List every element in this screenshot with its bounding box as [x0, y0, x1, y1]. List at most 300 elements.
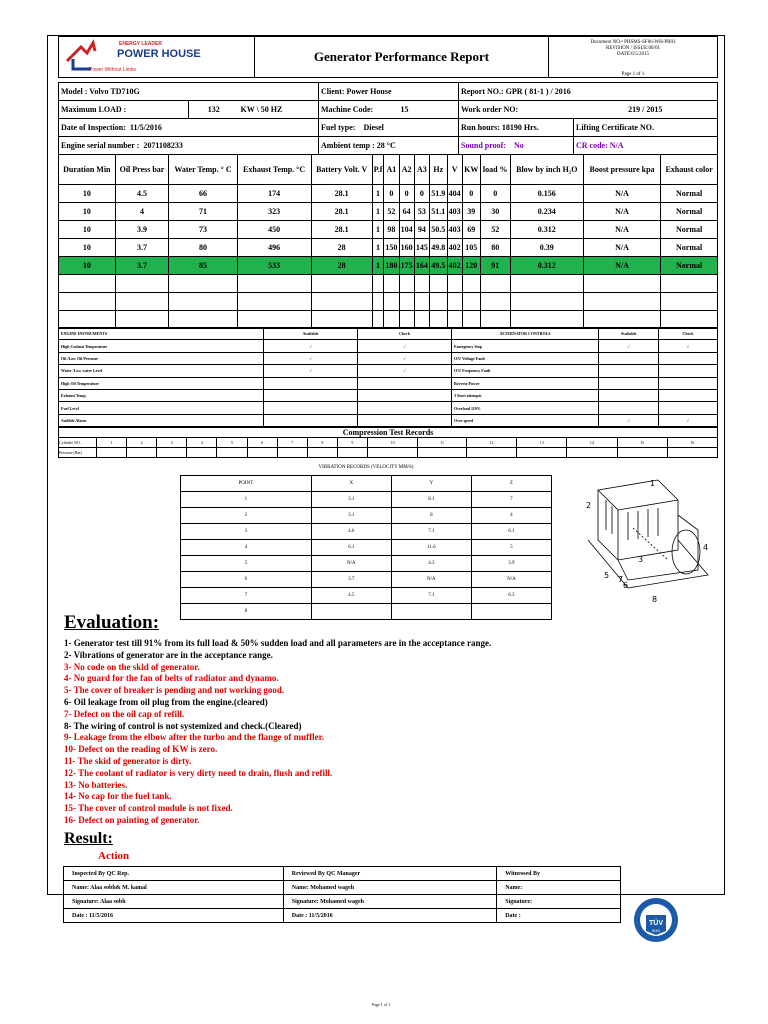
- perf-row: [59, 203, 718, 221]
- alternator-available: [599, 365, 659, 377]
- vibration-cell: 4.6: [311, 523, 391, 539]
- perf-cell: 53: [414, 203, 429, 221]
- perf-empty-cell: [661, 311, 718, 329]
- tuv-sud-badge-icon: [633, 897, 679, 943]
- perf-empty-cell: [462, 275, 480, 293]
- perf-cell: 73: [169, 221, 237, 239]
- perf-header-cell: V: [447, 155, 462, 185]
- perf-cell: 180: [384, 257, 399, 275]
- perf-empty-cell: [480, 275, 510, 293]
- vibration-cell: 7.1: [391, 587, 471, 603]
- evaluation-item: 1- Generator test till 91% from its full load & 50% sudden load and all parameters are in the acceptance range.: [64, 638, 492, 648]
- signature-date: Date : 11/5/2016: [283, 909, 496, 923]
- vibration-row: [181, 491, 552, 507]
- cylinder-label: Cylinder NO.: [59, 438, 97, 448]
- engine-serial: [59, 137, 319, 155]
- vibration-cell: 3: [181, 523, 312, 539]
- pressure-cell: [667, 448, 717, 458]
- instrument-name: High Coolant Temperature: [59, 340, 264, 352]
- cylinder-number: 7: [277, 438, 307, 448]
- perf-empty-cell: [414, 293, 429, 311]
- doc-date: DATE:6/5/2015: [617, 52, 649, 57]
- cylinder-number: 8: [307, 438, 337, 448]
- signature-sign: Signature: Mohamed wageh: [283, 895, 496, 909]
- machine-code-value: 15: [399, 101, 459, 119]
- cylinder-number: 16: [667, 438, 717, 448]
- signature-header: Inspected By QC Rep.: [64, 867, 284, 881]
- alternator-check: [659, 389, 718, 401]
- doc-number: Document NO.• PHSMS-SF06-WH-PR03: [590, 40, 676, 45]
- engine-instruments-title: ENGINE INSTRUMENTS: [59, 328, 264, 340]
- cylinder-number: 13: [517, 438, 567, 448]
- cylinder-number: 11: [418, 438, 467, 448]
- pressure-cell: [187, 448, 217, 458]
- evaluation-item: 4- No guard for the fan of belts of radiator and dynamo.: [64, 673, 279, 684]
- perf-empty-cell: [169, 293, 237, 311]
- signature-name: Name:: [497, 881, 621, 895]
- pressure-cell: [617, 448, 667, 458]
- evaluation-item: 9- Leakage from the elbow after the turbo and the flange of muffler.: [64, 732, 325, 743]
- alternator-check: [659, 365, 718, 377]
- perf-header-cell: KW: [462, 155, 480, 185]
- perf-cell: 10: [59, 221, 116, 239]
- cylinder-number: 12: [466, 438, 516, 448]
- evaluation-heading: Evaluation:: [64, 612, 160, 633]
- alternator-control-name: Over speed: [452, 414, 599, 426]
- sound-proof: [459, 137, 574, 155]
- perf-empty-cell: [429, 275, 447, 293]
- perf-cell: N/A: [583, 257, 660, 275]
- perf-cell: 0: [384, 185, 399, 203]
- document-control: [549, 37, 717, 77]
- evaluation-item: 2- Vibrations of generator are in the acceptance range.: [64, 649, 273, 660]
- engine-serial-value: 2071108233: [143, 141, 183, 150]
- perf-cell: 10: [59, 203, 116, 221]
- svg-text:5: 5: [604, 571, 610, 580]
- pressure-cell: [517, 448, 567, 458]
- alternator-check: [659, 402, 718, 414]
- perf-row: [59, 257, 718, 275]
- cylinder-number: 6: [247, 438, 277, 448]
- fuel-type-label: Fuel type:: [321, 123, 356, 132]
- perf-cell: 49.5: [429, 257, 447, 275]
- instrument-name: High Oil Temperature: [59, 377, 264, 389]
- perf-empty-cell: [372, 293, 384, 311]
- instrument-check: [358, 402, 452, 414]
- logo-tagline-top: ENERGY LEADER: [119, 41, 162, 47]
- pressure-cell: [97, 448, 127, 458]
- perf-cell: 49.8: [429, 239, 447, 257]
- engine-available-header: Available: [264, 328, 358, 340]
- perf-empty-cell: [237, 275, 311, 293]
- perf-cell: 80: [169, 239, 237, 257]
- perf-cell: 0.234: [510, 203, 583, 221]
- vibration-header-cell: Z: [471, 475, 551, 491]
- perf-empty-cell: [480, 293, 510, 311]
- perf-empty-cell: [59, 293, 116, 311]
- vibration-cell: 3.9: [471, 555, 551, 571]
- doc-page: Page 1 of 1: [621, 72, 645, 77]
- perf-cell: 28.1: [311, 221, 372, 239]
- instrument-available: [264, 414, 358, 426]
- perf-empty-cell: [384, 293, 399, 311]
- evaluation-item: 10- Defect on the reading of KW is zero.: [64, 744, 218, 755]
- cylinder-number: 3: [157, 438, 187, 448]
- perf-empty-cell: [447, 311, 462, 329]
- perf-cell: N/A: [583, 203, 660, 221]
- vibration-row: [181, 507, 552, 523]
- perf-cell: 1: [372, 203, 384, 221]
- svg-text:2: 2: [586, 501, 592, 510]
- perf-cell: 39: [462, 203, 480, 221]
- pressure-cell: [247, 448, 277, 458]
- vibration-cell: 4.5: [311, 587, 391, 603]
- vibration-cell: [391, 603, 471, 619]
- perf-empty-cell: [115, 275, 169, 293]
- vibration-cell: N/A: [311, 555, 391, 571]
- instrument-check: √: [358, 340, 452, 352]
- perf-row: [59, 239, 718, 257]
- alternator-available: [599, 402, 659, 414]
- vibration-table: [180, 461, 552, 620]
- perf-header-cell: Blow by inch H₂O: [510, 155, 583, 185]
- instrument-available: [264, 377, 358, 389]
- vibration-cell: 8.1: [391, 491, 471, 507]
- company-logo: [59, 37, 255, 77]
- instrument-available: [264, 389, 358, 401]
- perf-header-cell: load %: [480, 155, 510, 185]
- perf-cell: 0: [414, 185, 429, 203]
- perf-header-cell: Exhaust color: [661, 155, 718, 185]
- svg-text:8: 8: [652, 595, 658, 604]
- alternator-control-name: O/U Frequency Fault: [452, 365, 599, 377]
- alternator-available: √: [599, 414, 659, 426]
- perf-cell: 1: [372, 239, 384, 257]
- perf-cell: 3.7: [115, 239, 169, 257]
- cylinder-number: 2: [127, 438, 157, 448]
- alternator-check: [659, 377, 718, 389]
- svg-text:3: 3: [638, 555, 644, 564]
- cylinder-number: 5: [217, 438, 247, 448]
- perf-empty-cell: [59, 275, 116, 293]
- evaluation-item: 15- The cover of control module is not fixed.: [64, 803, 233, 814]
- perf-header-cell: Battery Volt. V: [311, 155, 372, 185]
- max-load-unit: KW \ 50 HZ: [239, 101, 319, 119]
- client: Client: Power House: [319, 83, 459, 101]
- perf-cell: 80: [480, 239, 510, 257]
- fuel-type: [319, 119, 459, 137]
- perf-empty-row: [59, 275, 718, 293]
- perf-cell: Normal: [661, 257, 718, 275]
- run-hours: Run hours: 18190 Hrs.: [459, 119, 574, 137]
- badge-sub: SÜD: [651, 928, 661, 933]
- vibration-cell: 8: [391, 507, 471, 523]
- instrument-row: [59, 377, 718, 389]
- perf-cell: 3.7: [115, 257, 169, 275]
- badge-text: TÜV: [649, 920, 663, 927]
- perf-cell: 175: [399, 257, 414, 275]
- perf-cell: 402: [447, 257, 462, 275]
- alternator-control-name: Emergency Stop: [452, 340, 599, 352]
- perf-empty-cell: [399, 311, 414, 329]
- vibration-row: [181, 587, 552, 603]
- perf-empty-cell: [414, 275, 429, 293]
- engine-serial-label: Engine serial number :: [61, 141, 140, 150]
- signature-table: [63, 866, 621, 923]
- perf-empty-cell: [59, 311, 116, 329]
- pressure-cell: [466, 448, 516, 458]
- perf-cell: 69: [462, 221, 480, 239]
- alternator-available: [599, 377, 659, 389]
- perf-cell: 174: [237, 185, 311, 203]
- perf-cell: 94: [414, 221, 429, 239]
- perf-empty-row: [59, 293, 718, 311]
- compression-table: [58, 427, 718, 458]
- vibration-cell: N/A: [391, 571, 471, 587]
- instrument-row: [59, 365, 718, 377]
- inspection-date-value: 11/5/2016: [129, 123, 162, 132]
- perf-empty-cell: [372, 275, 384, 293]
- perf-cell: 30: [480, 203, 510, 221]
- vibration-cell: 6.1: [311, 539, 391, 555]
- alternator-check: √: [659, 340, 718, 352]
- perf-cell: 0: [399, 185, 414, 203]
- cr-code: CR code: N/A: [574, 137, 718, 155]
- perf-empty-cell: [237, 293, 311, 311]
- alternator-check: √: [659, 414, 718, 426]
- instrument-name: Exhaust Temp.: [59, 389, 264, 401]
- perf-empty-cell: [311, 311, 372, 329]
- evaluation-item: 8- The wiring of control is not systemized and check.(Cleared): [64, 720, 302, 731]
- perf-cell: 323: [237, 203, 311, 221]
- evaluation-item: 12- The coolant of radiator is very dirty need to drain, flush and refill.: [64, 767, 333, 778]
- vibration-header-cell: Y: [391, 475, 471, 491]
- cylinder-number: 15: [617, 438, 667, 448]
- perf-cell: 160: [399, 239, 414, 257]
- vibration-cell: 3.1: [311, 491, 391, 507]
- pressure-cell: [217, 448, 247, 458]
- ambient-temp: Ambient temp : 28 °C: [319, 137, 459, 155]
- report-title: Generator Performance Report: [255, 37, 549, 77]
- perf-cell: 105: [462, 239, 480, 257]
- pressure-cell: [567, 448, 617, 458]
- lifting-certificate: Lifting Certificate NO.: [574, 119, 718, 137]
- pressure-cell: [127, 448, 157, 458]
- instrument-available: √: [264, 352, 358, 364]
- cylinder-number: 10: [367, 438, 417, 448]
- vibration-cell: 7.1: [391, 523, 471, 539]
- cylinder-number: 1: [97, 438, 127, 448]
- svg-text:6: 6: [623, 581, 629, 590]
- perf-cell: 91: [480, 257, 510, 275]
- vibration-cell: 3.7: [311, 571, 391, 587]
- perf-cell: 50.5: [429, 221, 447, 239]
- evaluation-item: 3- No code on the skid of generator.: [64, 661, 200, 672]
- perf-cell: 450: [237, 221, 311, 239]
- perf-empty-cell: [583, 293, 660, 311]
- evaluation-item: 7- Defect on the oil cap of refill.: [64, 708, 185, 719]
- evaluation-item: 13- No batteries.: [64, 779, 128, 790]
- evaluation-list: [64, 638, 491, 827]
- perf-cell: 66: [169, 185, 237, 203]
- vibration-cell: [311, 603, 391, 619]
- perf-empty-cell: [399, 293, 414, 311]
- cylinder-number: 9: [337, 438, 367, 448]
- perf-header-cell: Exhaust Temp. °C: [237, 155, 311, 185]
- signature-name: Name: Alaa sobh& M. kamal: [64, 881, 284, 895]
- evaluation-item: 5- The cover of breaker is pending and not working good.: [64, 685, 285, 696]
- perf-cell: 28: [311, 239, 372, 257]
- instrument-name: Oil /Low Oil Pressure: [59, 352, 264, 364]
- signature-sign: Signature:: [497, 895, 621, 909]
- pressure-cell: [337, 448, 367, 458]
- perf-empty-cell: [115, 311, 169, 329]
- svg-text:4: 4: [703, 543, 709, 552]
- alternator-check: [659, 352, 718, 364]
- instrument-available: √: [264, 340, 358, 352]
- perf-cell: 120: [462, 257, 480, 275]
- sound-proof-label: Sound proof:: [461, 141, 506, 150]
- alternator-control-name: Reverse Power: [452, 377, 599, 389]
- compression-title: Compression Test Records: [59, 428, 718, 438]
- perf-empty-cell: [661, 275, 718, 293]
- instrument-row: [59, 389, 718, 401]
- perf-cell: 28.1: [311, 185, 372, 203]
- signature-header: Reviewed By QC Manager: [283, 867, 496, 881]
- perf-empty-cell: [237, 311, 311, 329]
- vibration-cell: 7: [181, 587, 312, 603]
- perf-empty-cell: [480, 311, 510, 329]
- perf-row: [59, 185, 718, 203]
- perf-cell: 64: [399, 203, 414, 221]
- perf-empty-cell: [384, 275, 399, 293]
- perf-cell: 0.156: [510, 185, 583, 203]
- alternator-control-name: O/U Voltage Fault: [452, 352, 599, 364]
- vibration-cell: N/A: [471, 571, 551, 587]
- perf-empty-row: [59, 311, 718, 329]
- max-load-label: Maximum LOAD :: [59, 101, 189, 119]
- alternator-available: [599, 389, 659, 401]
- perf-cell: 4: [115, 203, 169, 221]
- vibration-cell: [471, 603, 551, 619]
- sound-proof-value: No: [513, 141, 524, 150]
- perf-cell: Normal: [661, 221, 718, 239]
- perf-cell: 404: [447, 185, 462, 203]
- generator-info-table: [58, 82, 718, 155]
- vibration-cell: 3.1: [311, 507, 391, 523]
- perf-empty-cell: [384, 311, 399, 329]
- perf-empty-cell: [414, 311, 429, 329]
- perf-cell: 403: [447, 203, 462, 221]
- perf-empty-cell: [115, 293, 169, 311]
- vibration-cell: 6.1: [471, 523, 551, 539]
- perf-cell: 3.9: [115, 221, 169, 239]
- model: Model : Volvo TD710G: [59, 83, 319, 101]
- perf-empty-cell: [169, 311, 237, 329]
- signature-header: Witnessed By: [497, 867, 621, 881]
- perf-cell: 0: [462, 185, 480, 203]
- perf-header-cell: Water Temp. ° C: [169, 155, 237, 185]
- perf-empty-cell: [510, 311, 583, 329]
- perf-cell: 533: [237, 257, 311, 275]
- result-heading: Result:: [64, 830, 113, 847]
- perf-cell: 28.1: [311, 203, 372, 221]
- perf-cell: 145: [414, 239, 429, 257]
- perf-empty-cell: [462, 293, 480, 311]
- logo-company-name: POWER HOUSE: [117, 48, 201, 60]
- vibration-cell: 6: [181, 571, 312, 587]
- pressure-cell: [307, 448, 337, 458]
- perf-header-cell: Hz: [429, 155, 447, 185]
- pressure-cell: [277, 448, 307, 458]
- alt-available-header: Available: [599, 328, 659, 340]
- max-load-value: 132: [189, 101, 239, 119]
- vibration-title: VIBRATION RECORDS (VELOCITY MM/S): [181, 461, 552, 475]
- instrument-row: [59, 402, 718, 414]
- performance-table: [58, 154, 718, 329]
- vibration-header-cell: POINT: [181, 475, 312, 491]
- perf-header-cell: Duration Min: [59, 155, 116, 185]
- perf-cell: 51.1: [429, 203, 447, 221]
- vibration-cell: 4: [181, 539, 312, 555]
- instrument-available: √: [264, 365, 358, 377]
- pressure-cell: [157, 448, 187, 458]
- perf-row: [59, 221, 718, 239]
- perf-cell: 10: [59, 239, 116, 257]
- vibration-cell: 5: [181, 555, 312, 571]
- perf-cell: 403: [447, 221, 462, 239]
- page-footer: Page 1 of 1: [372, 1002, 391, 1007]
- instrument-name: Audible Alarm: [59, 414, 264, 426]
- perf-cell: Normal: [661, 203, 718, 221]
- perf-cell: 150: [384, 239, 399, 257]
- cylinder-number: 4: [187, 438, 217, 448]
- fuel-type-value: Diesel: [363, 123, 384, 132]
- perf-empty-cell: [583, 275, 660, 293]
- evaluation-item: 11- The skid of generator is dirty.: [64, 755, 192, 766]
- svg-text:1: 1: [650, 479, 656, 488]
- vibration-row: [181, 571, 552, 587]
- vibration-cell: 5: [471, 539, 551, 555]
- perf-cell: N/A: [583, 239, 660, 257]
- vibration-cell: 4.3: [391, 555, 471, 571]
- perf-empty-cell: [169, 275, 237, 293]
- work-order-label: Work order NO:: [459, 101, 574, 119]
- svg-text:7: 7: [618, 575, 624, 584]
- perf-cell: Normal: [661, 239, 718, 257]
- pressure-cell: [418, 448, 467, 458]
- instrument-check: [358, 377, 452, 389]
- alternator-control-name: 3 Start attempts: [452, 389, 599, 401]
- alternator-control-name: Overload 110%: [452, 402, 599, 414]
- instrument-available: [264, 402, 358, 414]
- instrument-check: √: [358, 352, 452, 364]
- perf-cell: 10: [59, 257, 116, 275]
- perf-empty-cell: [372, 311, 384, 329]
- report-number: Report NO.: GPR ( 81-1 ) / 2016: [459, 83, 718, 101]
- perf-cell: 85: [169, 257, 237, 275]
- vibration-cell: 1: [181, 491, 312, 507]
- perf-empty-cell: [510, 275, 583, 293]
- instrument-check: √: [358, 365, 452, 377]
- cylinder-number: 14: [567, 438, 617, 448]
- evaluation-item: 16- Defect on painting of generator.: [64, 814, 200, 825]
- perf-header-cell: A2: [399, 155, 414, 185]
- instrument-row: [59, 352, 718, 364]
- perf-empty-cell: [583, 311, 660, 329]
- perf-cell: 71: [169, 203, 237, 221]
- perf-cell: N/A: [583, 185, 660, 203]
